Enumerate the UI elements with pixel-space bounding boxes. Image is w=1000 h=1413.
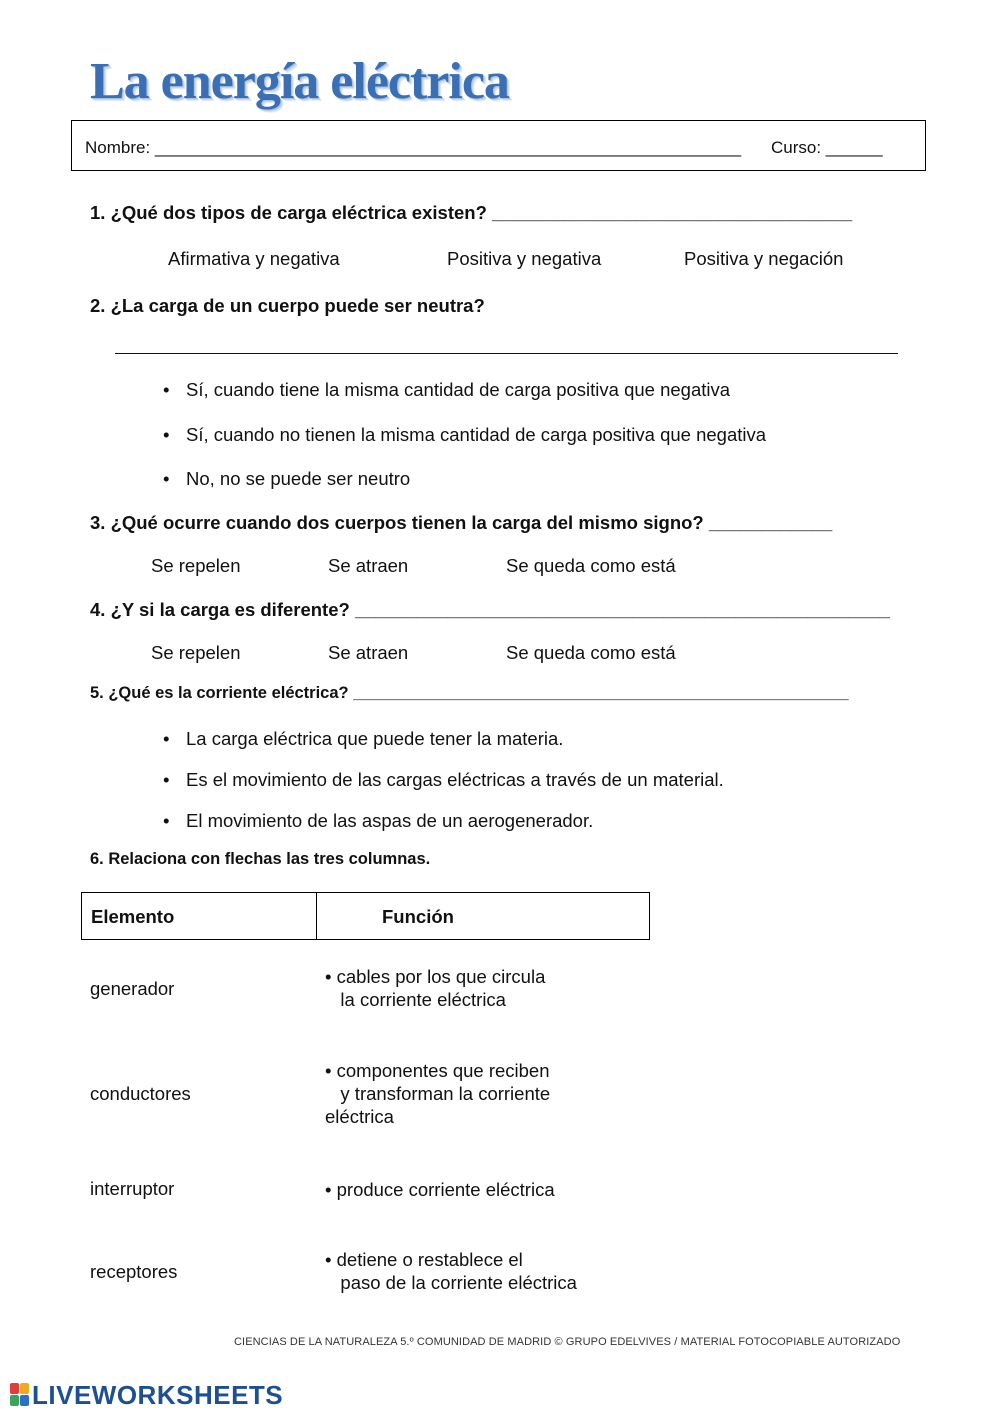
q2-option-2-text: Sí, cuando no tienen la misma cantidad de carga positiva que negativa [186,424,767,445]
course-field[interactable]: Curso: ______ [771,138,883,157]
q2-option-3[interactable] [163,468,410,490]
q4-option-1[interactable]: Se repelen [151,642,241,663]
function-4[interactable]: • detiene o restablece el paso de la corriente eléctrica [325,1249,577,1293]
matching-table-header [81,892,650,940]
element-receptores[interactable]: receptores [90,1261,178,1282]
question-4: 4. ¿Y si la carga es diferente? ____________________________________________________ [90,599,890,620]
q2-option-2[interactable] [163,424,766,446]
q5-option-1-text: La carga eléctrica que puede tener la materia. [186,728,564,749]
q1-option-3[interactable]: Positiva y negación [684,248,844,269]
liveworksheets-logo [10,1380,283,1411]
q5-option-3[interactable] [163,810,593,832]
function-3[interactable]: • produce corriente eléctrica [325,1179,555,1200]
bullet-icon: • [163,769,170,790]
header-elemento: Elemento [91,906,175,927]
q2-option-1[interactable] [163,379,730,401]
question-5: 5. ¿Qué es la corriente eléctrica? ______________________________________________________ [90,684,849,702]
q2-option-1-text: Sí, cuando tiene la misma cantidad de carga positiva que negativa [186,379,731,400]
page-title: La energía eléctrica [90,53,509,110]
bullet-icon: • [163,379,170,400]
q4-option-2[interactable]: Se atraen [328,642,409,663]
q5-option-1[interactable] [163,728,563,750]
student-info-box [71,120,926,171]
element-generador[interactable]: generador [90,978,175,999]
q5-option-3-text: El movimiento de las aspas de un aerogenerador. [186,810,594,831]
q1-option-2[interactable]: Positiva y negativa [447,248,602,269]
bullet-icon: • [163,468,170,489]
q4-option-3[interactable]: Se queda como está [506,642,676,663]
column-divider [316,893,317,939]
bullet-icon: • [163,424,170,445]
q5-option-2-text: Es el movimiento de las cargas eléctricas a través de un material. [186,769,724,790]
copyright-footer: CIENCIAS DE LA NATURALEZA 5.º COMUNIDAD DE MADRID © GRUPO EDELVIVES / MATERIAL FOTOCOPIABLE AUTORIZADO [234,1336,901,1348]
brand-name: LIVEWORKSHEETS [32,1380,284,1410]
q2-option-3-text: No, no se puede ser neutro [186,468,411,489]
element-conductores[interactable]: conductores [90,1083,191,1104]
function-2[interactable]: • componentes que reciben y transforman la corriente eléctrica [325,1060,551,1127]
q3-option-2[interactable]: Se atraen [328,555,409,576]
q3-option-3[interactable]: Se queda como está [506,555,676,576]
name-field[interactable]: Nombre: ______________________________________________________________ [85,138,742,157]
function-1[interactable]: • cables por los que circula la corriente eléctrica [325,966,546,1010]
q5-option-2[interactable] [163,769,724,791]
liveworksheets-icon [10,1383,30,1407]
q3-option-1[interactable]: Se repelen [151,555,241,576]
q2-answer-line[interactable] [115,353,898,354]
q1-option-1[interactable]: Afirmativa y negativa [168,248,340,269]
question-3: 3. ¿Qué ocurre cuando dos cuerpos tienen la carga del mismo signo? ____________ [90,512,833,533]
bullet-icon: • [163,728,170,749]
element-interruptor[interactable]: interruptor [90,1178,175,1199]
question-6: 6. Relaciona con flechas las tres columnas. [90,850,431,868]
question-2: 2. ¿La carga de un cuerpo puede ser neutra? [90,295,485,316]
header-funcion: Función [382,906,454,927]
question-1: 1. ¿Qué dos tipos de carga eléctrica existen? ___________________________________ [90,202,853,223]
bullet-icon: • [163,810,170,831]
